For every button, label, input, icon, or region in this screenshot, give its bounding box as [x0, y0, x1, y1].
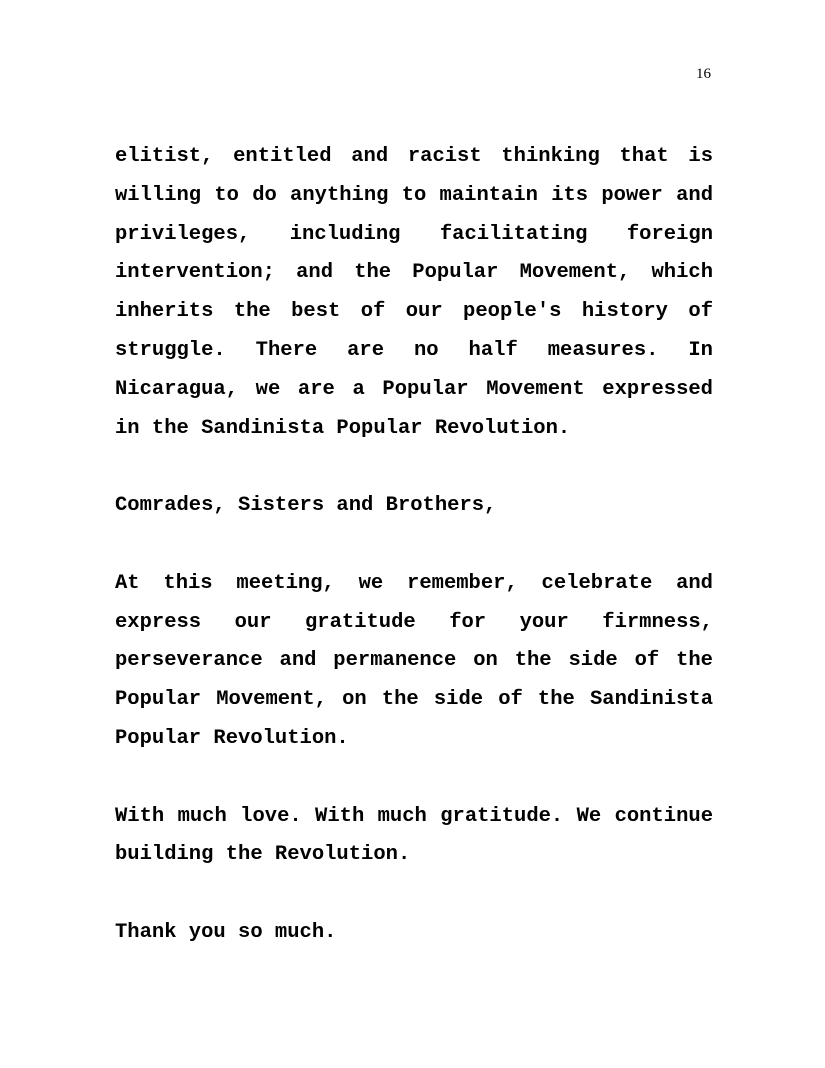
paragraph-thanks: Thank you so much.: [115, 920, 337, 944]
document-body: [115, 138, 713, 953]
paragraph-closing-argument: elitist, entitled and racist thinking that is willing to do anything to maintain its power and privileges, including facilitating foreign intervention; and the Popular Movement, which inherits the best of our people's history of struggle. There are no half measures. In Nicaragua, we are a Popular Movement expressed in the Sandinista Popular Revolution.: [115, 145, 713, 440]
paragraph-love: With much love. With much gratitude. We continue building the Revolution.: [115, 804, 713, 867]
page-number: 16: [696, 66, 711, 82]
paragraph-salutation: Comrades, Sisters and Brothers,: [115, 494, 497, 518]
paragraph-gratitude: At this meeting, we remember, celebrate and express our gratitude for your firmness, perseverance and permanence on the side of the Popular Movement, on the side of the Sandinista Popular Revolution.: [115, 571, 713, 750]
